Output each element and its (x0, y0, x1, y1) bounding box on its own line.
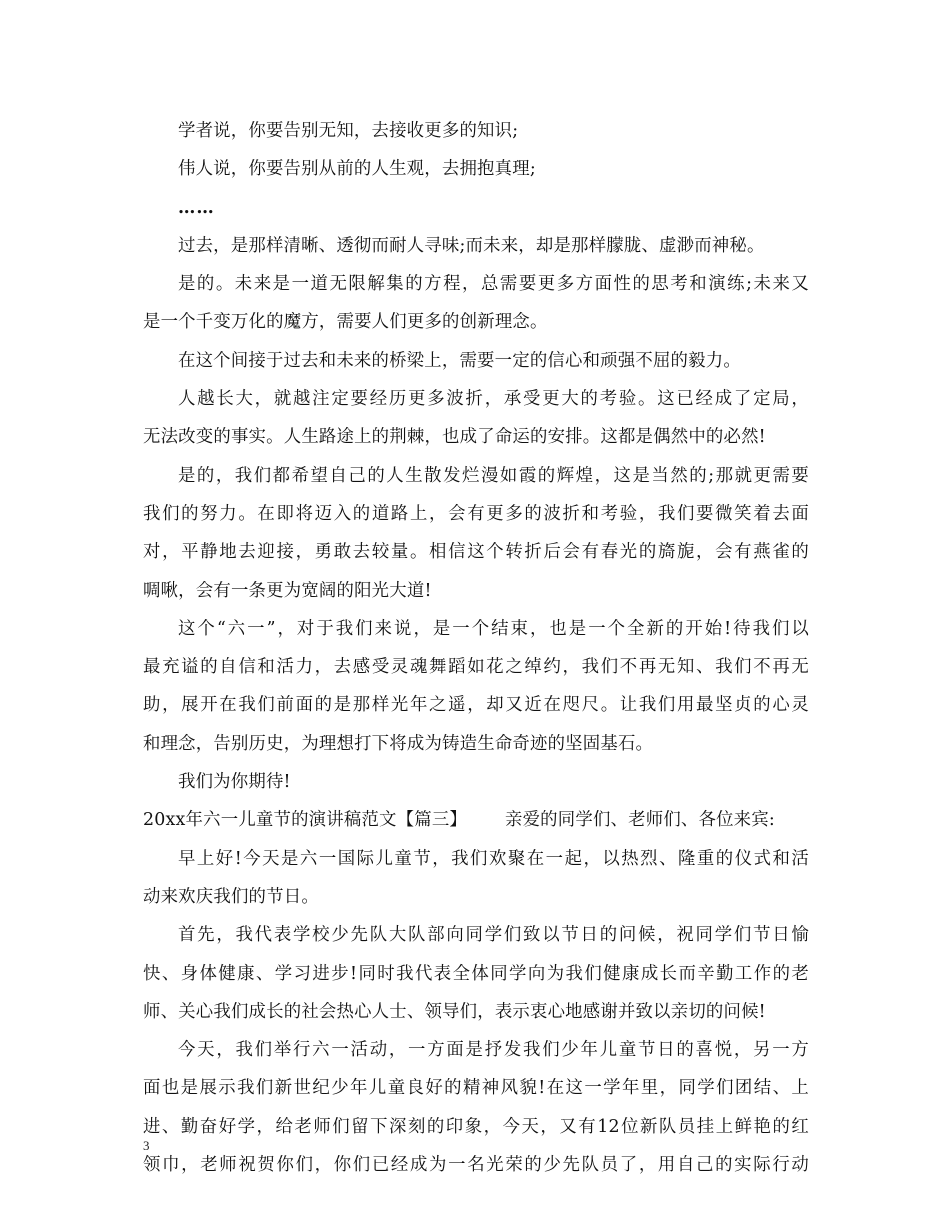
section-heading-title: 20xx年六一儿童节的演讲稿范文【篇三】 (143, 810, 467, 831)
text-line: 人越长大，就越注定要经历更多波折，承受更大的考验。这已经成了定局， (178, 389, 809, 410)
text-line: 快、身体健康、学习进步!同时我代表全体同学向为我们健康成长而辛勤工作的老 (143, 963, 809, 984)
text-line: 师、关心我们成长的社会热心人士、领导们，表示衷心地感谢并致以亲切的问候! (143, 1001, 766, 1022)
text-line: 我们的努力。在即将迈入的道路上，会有更多的波折和考验，我们要微笑着去面 (143, 503, 809, 524)
text-line: 对，平静地去迎接，勇敢去较量。相信这个转折后会有春光的旖旎，会有燕雀的 (143, 542, 809, 563)
text-line: 伟人说，你要告别从前的人生观，去拥抱真理; (178, 159, 536, 180)
text-line: 助，展开在我们前面的是那样光年之遥，却又近在咫尺。让我们用最坚贞的心灵 (143, 695, 809, 716)
paragraphs-before-heading (143, 112, 809, 801)
page-number: 3 (143, 1138, 150, 1153)
text-line: …… (178, 197, 215, 218)
text-line: 这个“六一”，对于我们来说，是一个结束，也是一个全新的开始!待我们以 (178, 618, 809, 639)
text-line: 和理念，告别历史，为理想打下将成为铸造生命奇迹的坚固基石。 (143, 733, 654, 754)
text-line: 过去，是那样清晰、透彻而耐人寻味;而未来，却是那样朦胧、虚渺而神秘。 (178, 235, 765, 256)
section-heading-greeting: 亲爱的同学们、老师们、各位来宾: (505, 810, 775, 831)
text-line: 是的，我们都希望自己的人生散发烂漫如霞的辉煌，这是当然的;那就更需要 (178, 465, 809, 486)
text-line: 进、勤奋好学，给老师们留下深刻的印象，今天，又有12位新队员挂上鲜艳的红 (143, 1116, 809, 1137)
document-body (143, 112, 809, 1184)
paragraphs-after-heading (143, 840, 809, 1185)
text-line: 早上好!今天是六一国际儿童节，我们欢聚在一起，以热烈、隆重的仪式和活 (178, 848, 809, 869)
text-line: 在这个间接于过去和未来的桥梁上，需要一定的信心和顽强不屈的毅力。 (178, 350, 741, 371)
text-line: 啁啾，会有一条更为宽阔的阳光大道! (143, 580, 432, 601)
text-line: 学者说，你要告别无知，去接收更多的知识; (178, 121, 519, 141)
text-line: 是的。未来是一道无限解集的方程，总需要更多方面性的思考和演练;未来又 (178, 274, 809, 295)
text-line: 今天，我们举行六一活动，一方面是抒发我们少年儿童节日的喜悦，另一方 (178, 1040, 809, 1061)
text-line: 动来欢庆我们的节日。 (143, 886, 319, 907)
text-line: 首先，我代表学校少先队大队部向同学们致以节日的问候，祝同学们节日愉 (178, 925, 809, 946)
text-line: 无法改变的事实。人生路途上的荆棘，也成了命运的安排。这都是偶然中的必然! (143, 427, 766, 448)
text-line: 领巾，老师祝贺你们，你们已经成为一名光荣的少先队员了，用自己的实际行动 (143, 1155, 809, 1176)
text-line: 我们为你期待! (178, 772, 291, 793)
section-heading-line (143, 801, 809, 839)
text-line: 最充谥的自信和活力，去感受灵魂舞蹈如花之绰约，我们不再无知、我们不再无 (143, 657, 809, 678)
text-line: 面也是展示我们新世纪少年儿童良好的精神风貌!在这一学年里，同学们团结、上 (143, 1078, 809, 1099)
text-line: 是一个千变万化的魔方，需要人们更多的创新理念。 (143, 312, 548, 333)
